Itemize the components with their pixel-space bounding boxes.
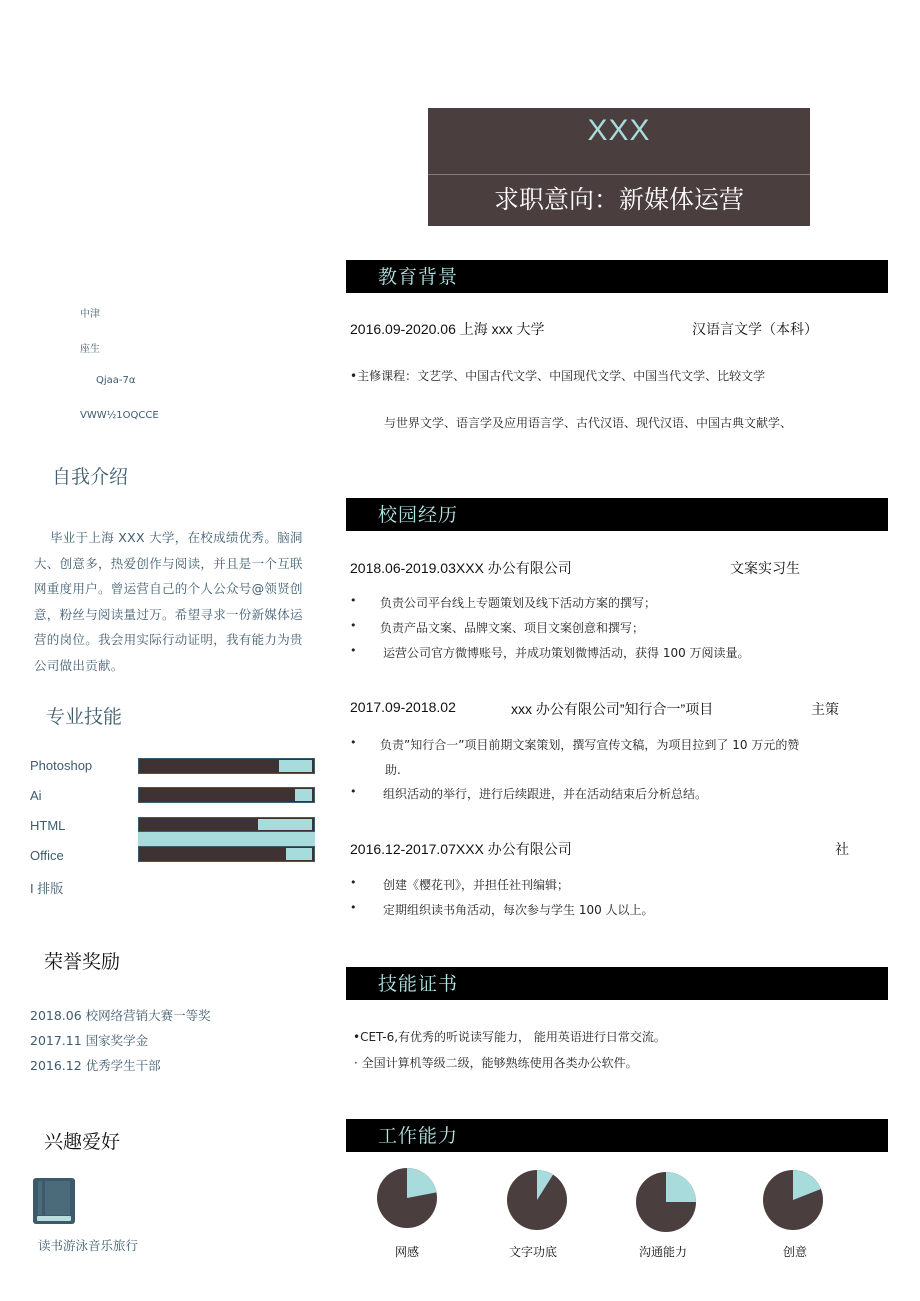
skill-label-html: HTML bbox=[30, 818, 66, 833]
skill-bar-ai bbox=[138, 787, 315, 803]
campus-bullet: 运营公司官方微博账号，并成功策划微博活动，获得 100 万阅读量。 bbox=[383, 646, 750, 660]
ability-pie-2 bbox=[506, 1169, 568, 1231]
campus-bullet-continued: 助. bbox=[385, 763, 401, 777]
campus-bullet: 负责产品文案、品牌文案、项目文案创意和撰写； bbox=[380, 621, 645, 635]
work-title: 工作能力 bbox=[378, 1125, 459, 1147]
ability-pie-3 bbox=[635, 1171, 697, 1233]
award-item: 2016.12 优秀学生干部 bbox=[30, 1058, 161, 1073]
info-line-4: VWW½1OQCCE bbox=[80, 410, 159, 421]
skill-label-office: Office bbox=[30, 848, 64, 863]
candidate-name: XXX bbox=[587, 114, 651, 147]
bullet-dot: • bbox=[350, 644, 357, 657]
section-bar-campus bbox=[346, 498, 888, 531]
award-item: 2017.11 国家奖学金 bbox=[30, 1033, 149, 1048]
bullet-dot: • bbox=[350, 785, 357, 798]
skill-bar-remainder bbox=[279, 760, 312, 772]
campus-bullet: 负责公司平台线上专题策划及线下活动方案的撰写； bbox=[380, 596, 657, 610]
ability-label: 创意 bbox=[782, 1245, 807, 1259]
ability-label: 沟通能力 bbox=[638, 1245, 687, 1259]
campus-bullet: 组织活动的举行，进行后续跟进，并在活动结束后分析总结。 bbox=[383, 787, 708, 801]
ability-pie-1 bbox=[376, 1167, 438, 1229]
campus-entry-2-role: 主策 bbox=[811, 701, 839, 717]
education-courses-line-1: •主修课程：文艺学、中国古代文学、中国现代文学、中国当代文学、比较文学 bbox=[350, 369, 766, 383]
section-bar-work bbox=[346, 1119, 888, 1152]
header-divider bbox=[428, 174, 810, 175]
skill-bar-photoshop bbox=[138, 758, 315, 774]
bullet-dot: • bbox=[350, 736, 357, 749]
info-line-3: Qjaa-7α bbox=[96, 375, 136, 386]
education-major: 汉语言文学（本科） bbox=[692, 321, 818, 337]
bullet-dot: • bbox=[350, 619, 357, 632]
award-item: 2018.06 校网络营销大赛一等奖 bbox=[30, 1008, 211, 1023]
campus-entry-2-company: xxx 办公有限公司”知行合一”项目 bbox=[511, 701, 714, 717]
skill-bar-remainder bbox=[286, 848, 312, 860]
bullet-dot: • bbox=[350, 876, 357, 889]
campus-bullet: 定期组织读书角活动，每次参与学生 100 人以上。 bbox=[383, 903, 654, 917]
education-courses-line-2: 与世界文学、语言学及应用语言学、古代汉语、现代汉语、中国古典文献学、 bbox=[384, 416, 793, 430]
ability-label: 文字功底 bbox=[508, 1245, 557, 1259]
self-intro-title: 自我介绍 bbox=[52, 466, 129, 488]
bullet-dot: • bbox=[350, 901, 357, 914]
info-line-2: 座生 bbox=[80, 344, 100, 355]
hobbies-text: 读书游泳音乐旅行 bbox=[38, 1238, 139, 1253]
skill-bar-html bbox=[138, 817, 315, 832]
skill-label-layout: I 排版 bbox=[30, 881, 64, 896]
cert-line-2: · 全国计算机等级二级，能够熟练使用各类办公软件。 bbox=[354, 1056, 638, 1070]
self-intro-text: 毕业于上海 XXX 大学，在校成绩优秀。脑洞大、创意多，热爱创作与阅读，并且是一个互联网重度用户。曾运营自己的个人公众号@领贤创意，粉丝与阅读量过万。希望寻求一份新媒体运营的岗位。我会用实际行动证明，我有能力为贵公司做出贡献。 bbox=[34, 530, 303, 673]
job-intent: 求职意向：新媒体运营 bbox=[493, 185, 744, 214]
bullet-dot: • bbox=[350, 594, 357, 607]
cert-line-1: •CET-6,有优秀的听说读写能力， 能用英语进行日常交流。 bbox=[353, 1030, 666, 1044]
section-bar-education bbox=[346, 260, 888, 293]
name-header bbox=[428, 108, 810, 226]
hobbies-title: 兴趣爱好 bbox=[44, 1131, 121, 1153]
campus-entry-2-head: 2017.09-2018.02 bbox=[350, 699, 456, 715]
ability-label: 网感 bbox=[394, 1245, 419, 1259]
campus-title: 校园经历 bbox=[378, 504, 459, 526]
ability-pie-4 bbox=[762, 1169, 824, 1231]
skill-bar-office bbox=[138, 846, 315, 862]
campus-bullet: 负责”知行合一”项目前期文案策划，撰写宣传文稿，为项目拉到了 10 万元的赞 bbox=[380, 738, 800, 752]
campus-entry-1-role: 文案实习生 bbox=[730, 560, 800, 576]
section-bar-certs bbox=[346, 967, 888, 1000]
campus-entry-3-head: 2016.12-2017.07XXX 办公有限公司 bbox=[350, 841, 572, 857]
campus-entry-3-role: 社 bbox=[835, 841, 849, 857]
skill-bar-remainder bbox=[295, 789, 313, 801]
skill-bar-remainder bbox=[258, 819, 312, 830]
education-title: 教育背景 bbox=[378, 266, 459, 288]
campus-entry-1-head: 2018.06-2019.03XXX 办公有限公司 bbox=[350, 560, 572, 576]
education-period-school: 2016.09-2020.06 上海 xxx 大学 bbox=[350, 321, 545, 337]
campus-bullet: 创建《樱花刊》，并担任社刊编辑； bbox=[383, 878, 570, 892]
skill-bar-gap bbox=[138, 832, 315, 846]
awards-title: 荣誉奖励 bbox=[44, 951, 121, 973]
pie-slice bbox=[666, 1172, 696, 1202]
certs-title: 技能证书 bbox=[378, 973, 459, 995]
skill-label-ai: Ai bbox=[30, 788, 42, 803]
skill-label-photoshop: Photoshop bbox=[30, 758, 93, 773]
book-icon bbox=[32, 1177, 76, 1225]
skills-title: 专业技能 bbox=[46, 706, 123, 728]
info-line-1: 中津 bbox=[80, 309, 100, 320]
